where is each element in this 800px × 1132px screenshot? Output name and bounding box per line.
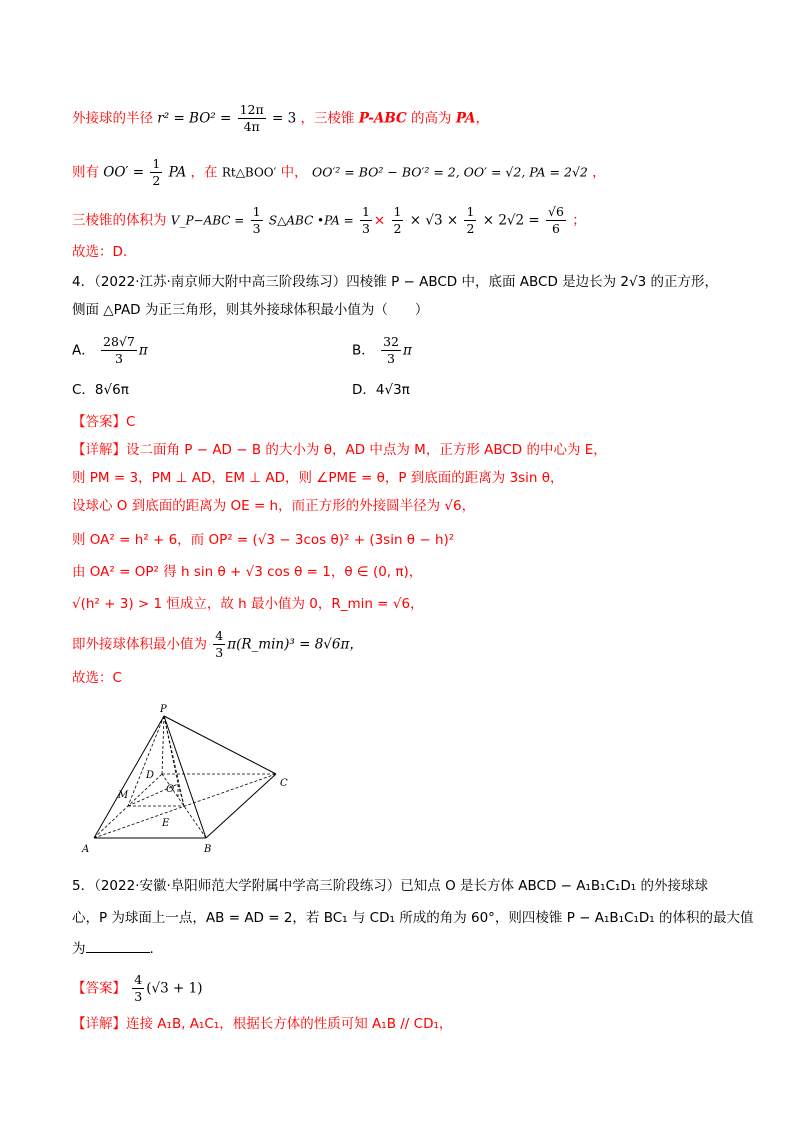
fraction: $\frac{1}{3}$ [361,204,370,236]
vertex-label-a: A [82,844,90,855]
text: ， [592,164,606,181]
numerator: 4 [215,628,224,643]
math: = 3 [272,110,297,127]
numerator: 1 [152,156,161,171]
math: × 2√2 = [482,212,540,229]
q4-detail-2: 则 PM = 3，PM ⊥ AD，EM ⊥ AD，则 ∠PME = θ，P 到底面的距离为 3sin θ， [72,470,564,486]
denominator: 6 [552,221,560,236]
vertex-label-p: P [160,704,167,715]
text: 中， [280,164,308,181]
option-label: B． [352,342,375,359]
q4-stem-2: 侧面 △PAD 为正三角形，则其外接球体积最小值为（ ） [72,302,429,318]
math: Rt△BOO′ [221,165,277,180]
math: OO′ = [103,164,145,181]
text: . [149,941,154,957]
text: 为 [72,941,86,957]
vertex-label-b: B [204,844,212,855]
vertex-label-d: D [146,770,155,781]
fraction [132,972,144,1005]
numerator: √6 [548,204,564,219]
q4-option-d: D．4√3π [352,382,410,398]
q5-stem-3 [72,938,740,959]
top-line-oo [72,156,740,189]
fraction [150,156,162,189]
q4-option-c: C．8√6π [72,382,129,398]
fraction: $\frac{1}{2}$ [466,204,475,236]
fraction [213,628,225,661]
q4-stem-1: 4．（2022·江苏·南京师大附中高三阶段练习）四棱锥 P − ABCD 中，底面 ABCD 是边长为 2√3 的正方形， [72,274,719,290]
math: V_P−ABC = [170,213,245,228]
top-choice: 故选：D. [72,244,128,260]
fraction [101,334,137,367]
pyramid-figure [70,700,310,860]
math: × √3 × [409,212,459,229]
pi: π [138,342,148,359]
q5-detail: 【详解】连接 A₁B, A₁C₁，根据长方体的性质可知 A₁B // CD₁， [72,1016,453,1032]
text: ，三棱锥 [300,110,359,127]
math: PA [455,110,476,127]
q5-answer [72,972,740,1005]
text: 【答案】 [72,980,126,997]
q4-option-a [72,334,148,367]
text: ， [475,110,489,127]
fraction [546,204,566,237]
math: OO′² = BO² − BO′² = 2, OO′ = √2, PA = 2√2 [311,164,588,180]
q4-detail-1: 【详解】设二面角 P − AD − B 的大小为 θ，AD 中点为 M，正方形 ABCD 的中心为 E， [72,442,607,458]
fraction [381,334,401,367]
numerator: 32 [383,334,399,349]
text: 则有 [72,164,99,181]
fraction [238,102,266,135]
denominator: 3 [114,351,123,366]
option-label: A． [72,342,95,359]
top-line-radius [72,102,740,135]
text: 即外接球体积最小值为 [72,636,207,653]
text: 外接球的半径 [72,110,153,127]
q4-detail-6: √(h² + 3) > 1 恒成立，故 h 最小值为 0，R_min = √6， [72,596,424,612]
point-label-o: O [166,784,175,795]
answer-blank [86,938,150,953]
denominator: 3 [134,989,143,1004]
fraction: $\frac{1}{2}$ [393,204,402,236]
denominator: 4π [243,119,260,134]
vertex-label-c: C [280,778,288,789]
text: ； [572,212,586,229]
math: P-ABC [358,110,407,127]
q4-detail-4: 则 OA² = h² + 6，而 OP² = (√3 − 3cos θ)² + (3sin θ − h)² [72,532,455,548]
text: 三棱锥的体积为 [72,212,167,229]
q4-detail-3: 设球心 O 到底面的距离为 OE = h，而正方形的外接圆半径为 √6， [72,498,476,514]
q4-option-b [352,334,412,367]
q5-stem-1: 5．（2022·安徽·阜阳师范大学附属中学高三阶段练习）已知点 O 是长方体 ABCD − A₁B₁C₁D₁ 的外接球球 [72,878,709,894]
text: ，在 [190,164,218,181]
fraction: $\frac{1}{3}$ [252,204,261,236]
q5-stem-2: 心，P 为球面上一点，AB = AD = 2，若 BC₁ 与 CD₁ 所成的角为 60°，则四棱锥 P − A₁B₁C₁D₁ 的体积的最大值 [72,910,754,926]
numerator: 28√7 [103,334,135,349]
text: 的高为 [406,110,456,127]
q4-answer: 【答案】C [72,414,136,430]
point-label-m: M [118,790,129,801]
q4-detail-5: 由 OA² = OP² 得 h sin θ + √3 cos θ = 1，θ ∈ (0, π)， [72,564,423,580]
q4-choice: 故选：C [72,670,122,686]
denominator: 3 [215,645,224,660]
math: r² = BO² = [157,110,232,127]
math: S△ABC •PA = [268,213,354,228]
pi: π [402,342,412,359]
numerator: 12π [239,102,264,117]
math: π(R_min)³ = 8√6π， [227,636,363,653]
denominator: 2 [152,173,161,188]
numerator: 4 [134,972,143,987]
denominator: 3 [387,351,395,366]
point-label-e: E [162,818,170,829]
top-line-volume: 三棱锥的体积为 V_P−ABC = $\frac{1}{3}$ S△ABC •PA = $\frac{1}{3}$ × $\frac{1}{2}$ × √3 × $\frac{1}{2}$ × 2√2 = $\frac{√6}{6}$ ； [72,204,586,236]
math: PA [168,164,187,181]
math: (√3 + 1) [146,980,203,997]
q4-detail-7 [72,628,740,661]
